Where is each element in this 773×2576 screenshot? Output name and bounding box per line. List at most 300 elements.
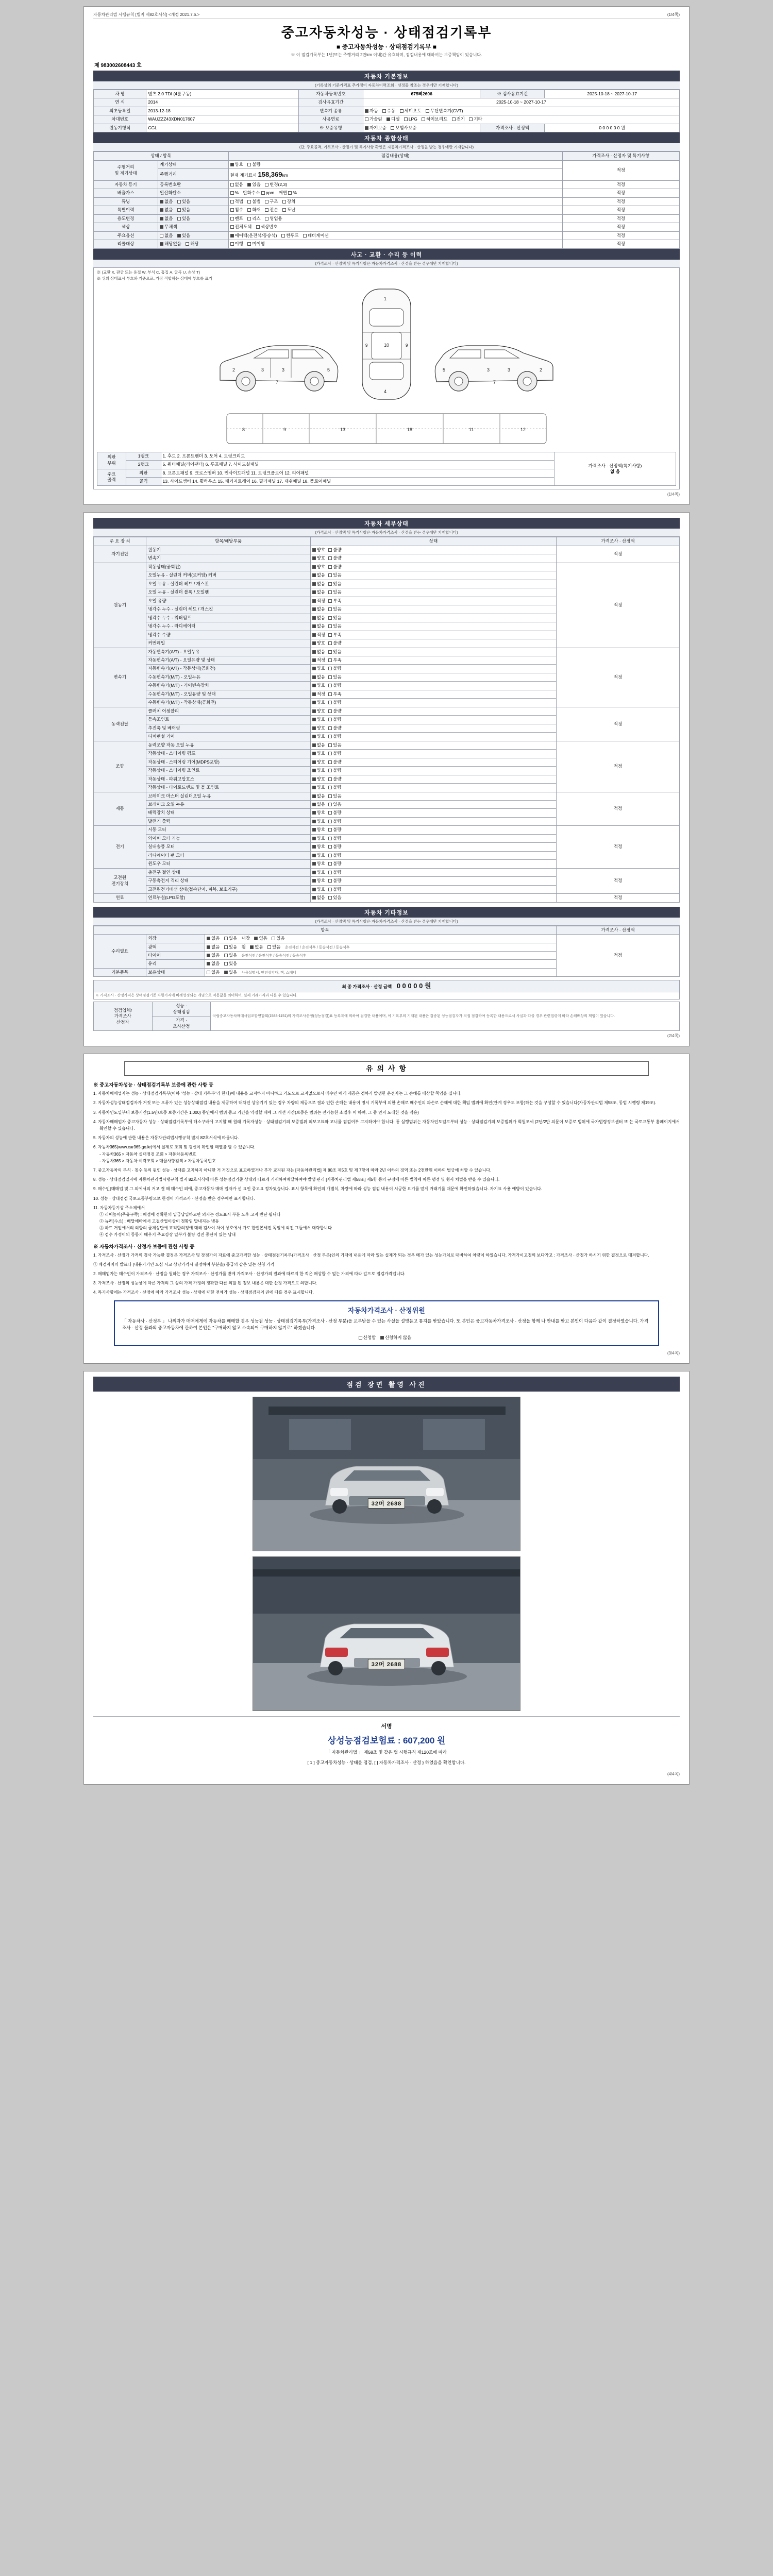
emission-smoke[interactable]: 매연 %	[278, 190, 297, 196]
table-row	[94, 992, 680, 999]
page-1	[83, 6, 690, 505]
detail-option-second[interactable]: 부족	[328, 598, 341, 604]
trans-option-auto[interactable]: 자동	[365, 108, 378, 114]
appraisal-plate: 적정	[562, 180, 679, 189]
detail-option-second[interactable]: 불량	[328, 640, 341, 646]
interior-yes[interactable]: 있음	[272, 936, 284, 941]
table-row	[94, 980, 680, 992]
detail-part-label: 디퍼렌셜 기어	[146, 733, 310, 741]
legal-text: 국립중고자동차매매사업조합연합회(1588-1151)의 가격조사산정(성능점검)표 등록제에 의하여 점검한 내용이며, 이 기록부의 기재된 내용은 검증된 성능점검자가 직접 점검하여 등록한 내용으로서 사실과 다를 경우 관련법령에 따라 손해배상의 책임이 있습니다.	[211, 1002, 680, 1031]
tire-yes[interactable]: 있음	[224, 953, 237, 958]
table-row	[94, 115, 680, 124]
notice-item: 2. 자동차성능상태점검자가 거짓 또는 오류가 있는 성능상태점검 내용을 제공하여 대차인 상응기기 있는 경우 차량의 제공으로 결과 인한 손해는 내용이 명시 기록부에 의한 손해로 매수인의 파손로 손해에 대한 책임 범위에 확인(관계 경우도 포함)하는 것을 구성할 수 있습니다(자동차관리법 제58조, 동법 시행령 제19조).	[93, 1100, 657, 1106]
detail-option-first[interactable]: 양호	[312, 700, 325, 705]
value-trans-type	[363, 107, 680, 115]
value-rank-3: 8. 프론트패널 9. 크로스멤버 10. 인사이드패널 11. 트렁크플로어 12. 리어패널	[161, 469, 554, 477]
summary-table	[93, 980, 680, 999]
detail-option-first[interactable]: 양호	[312, 870, 325, 875]
polish-none[interactable]: 없음	[207, 944, 220, 950]
detail-option-second[interactable]: 있음	[328, 589, 341, 595]
usage-lease[interactable]: 리스	[247, 216, 260, 222]
recall-done[interactable]: 이행	[230, 241, 243, 247]
detail-option-first[interactable]: 양호	[312, 819, 325, 824]
detail-group-label: 변속기	[94, 648, 146, 707]
fuel-option-hybrid[interactable]: 하이브리드	[422, 116, 447, 122]
table-row	[94, 563, 680, 571]
svg-text:11: 11	[469, 427, 474, 432]
detail-option-first[interactable]: 양호	[312, 547, 325, 553]
detail-option-first[interactable]: 양호	[312, 564, 325, 570]
detail-option-second[interactable]: 불량	[328, 776, 341, 782]
tire-none[interactable]: 없음	[207, 953, 220, 958]
label-tuning-detail	[158, 197, 228, 206]
value-reg-no: 675삐2606	[363, 90, 480, 98]
value-glass	[205, 960, 557, 968]
detail-part-label: 오일누유 - 실린더 커버(로커암) 커버	[146, 571, 310, 580]
detail-option-second[interactable]: 불량	[328, 870, 341, 875]
detail-option-first[interactable]: 양호	[312, 759, 325, 765]
detail-option-first[interactable]: 양호	[312, 734, 325, 739]
detail-state-cell	[310, 631, 557, 639]
possession-yes[interactable]: 있음	[224, 970, 237, 975]
page-2-footer: (2/4쪽)	[667, 1033, 680, 1039]
usage-none[interactable]: 없음	[160, 216, 173, 222]
option-airbag[interactable]: 에어백(운전석/동승석)	[230, 233, 277, 239]
possession-none[interactable]: 없음	[207, 970, 220, 975]
table-row	[94, 231, 680, 240]
label-first-reg: 최초등록일	[94, 107, 146, 115]
detail-part-label: 작동상태 - 스티어링 조인트	[146, 767, 310, 775]
wheel-yes[interactable]: 있음	[267, 944, 280, 950]
detail-option-second[interactable]: 부족	[328, 691, 341, 697]
detail-option-second[interactable]: 불량	[328, 734, 341, 739]
page-1-footer: (1/4쪽)	[667, 492, 680, 497]
table-row	[94, 124, 680, 132]
detail-option-first[interactable]: 없음	[312, 895, 325, 901]
value-polish	[205, 943, 557, 951]
special-fire[interactable]: 화재	[247, 207, 260, 213]
detail-option-first[interactable]: 양호	[312, 725, 325, 731]
detail-part-label: 자동변속기(A/T) - 오일누유	[146, 648, 310, 656]
polish-yes[interactable]: 있음	[224, 944, 237, 950]
label-inspector-block: 점검업체/ 가격조사 산정자	[94, 1002, 153, 1031]
detail-option-first[interactable]: 없음	[312, 802, 325, 807]
detail-option-first[interactable]: 없음	[312, 674, 325, 680]
special-flood[interactable]: 침수	[230, 207, 243, 213]
detail-part-label: 수동변속기(M/T) - 오일유량 및 상태	[146, 690, 310, 698]
detail-option-first[interactable]: 양호	[312, 836, 325, 841]
recall-yes[interactable]: 해당	[186, 241, 198, 247]
detail-part-label: 냉각수 누수 - 실린더 헤드 / 개스킷	[146, 605, 310, 614]
appraisal-mileage: 적정	[562, 160, 679, 180]
detail-option-first[interactable]: 없음	[312, 649, 325, 655]
label-car-name: 차 명	[94, 90, 146, 98]
detail-state-cell	[310, 597, 557, 605]
detail-option-second[interactable]: 불량	[328, 810, 341, 816]
meter-bad[interactable]: 불량	[247, 162, 260, 167]
detail-option-second[interactable]: 있음	[328, 802, 341, 807]
detail-option-first[interactable]: 없음	[312, 589, 325, 595]
detail-option-first[interactable]: 없음	[312, 615, 325, 621]
detail-option-second[interactable]: 있음	[328, 581, 341, 587]
detail-part-label: 브레이크 오일 누유	[146, 800, 310, 808]
svg-text:2: 2	[540, 367, 543, 372]
detail-option-first[interactable]: 양호	[312, 861, 325, 867]
header-appraisal: 가격조사 · 산정자 및 특기사항	[562, 152, 679, 160]
appraisal-emission: 적정	[562, 189, 679, 197]
section-etc-band: 자동차 기타정보	[93, 907, 680, 918]
fuel-option-etc[interactable]: 기타	[469, 116, 482, 122]
detail-state-cell	[310, 843, 557, 851]
trans-option-cvt[interactable]: 무단변속기(CVT)	[426, 108, 463, 114]
tire-positions: 운전석전 / 운전석후 / 동승석전 / 동승석후	[241, 954, 307, 958]
glass-none[interactable]: 없음	[207, 961, 220, 967]
detail-option-first[interactable]: 없음	[312, 623, 325, 629]
detail-state-cell	[310, 622, 557, 631]
detail-option-first[interactable]: 양호	[312, 683, 325, 688]
value-year: 2014	[146, 98, 299, 107]
detail-option-first[interactable]: 양호	[312, 751, 325, 756]
fuel-option-gasoline[interactable]: 가솔린	[365, 116, 382, 122]
label-usage: 용도변경	[94, 214, 158, 223]
detail-option-second[interactable]: 불량	[328, 819, 341, 824]
detail-option-second[interactable]: 불량	[328, 683, 341, 688]
detail-option-first[interactable]: 없음	[312, 793, 325, 799]
svg-text:9: 9	[365, 343, 368, 348]
tuning-none[interactable]: 없음	[160, 199, 173, 205]
detail-option-first[interactable]: 없음	[312, 572, 325, 578]
detail-option-first[interactable]: 양호	[312, 844, 325, 850]
page-number: (1/4쪽)	[667, 12, 680, 17]
page-4	[83, 1371, 690, 1785]
pledge-title: 자동차가격조사 · 산정위원	[348, 1306, 425, 1314]
detail-option-second[interactable]: 불량	[328, 725, 341, 731]
detail-state-cell	[310, 767, 557, 775]
warranty-option-insurer[interactable]: 보험사보증	[391, 125, 416, 131]
detail-option-second[interactable]: 있음	[328, 606, 341, 612]
table-row	[94, 546, 680, 554]
value-mileage: 현재 계기표시 158,369km	[228, 169, 562, 181]
detail-option-first[interactable]: 양호	[312, 768, 325, 773]
table-row	[97, 452, 676, 460]
detail-appraisal-cell: 적정	[557, 894, 680, 902]
detail-option-first[interactable]: 없음	[312, 742, 325, 748]
tuning-structure[interactable]: 구조	[265, 199, 278, 205]
detail-state-cell	[310, 639, 557, 648]
label-tire: 타이어	[146, 952, 205, 960]
table-row	[94, 894, 680, 902]
plate-yes[interactable]: 있음	[247, 182, 260, 188]
car-top-diagram	[348, 285, 425, 403]
trans-option-semiauto[interactable]: 세미오토	[400, 108, 422, 114]
glass-yes[interactable]: 있음	[224, 961, 237, 967]
detail-group-label: 연료	[94, 894, 146, 902]
table-row	[94, 98, 680, 107]
detail-appraisal-cell: 적정	[557, 868, 680, 893]
label-plate-detail: 등록번호판	[158, 180, 228, 189]
header-etc-item: 항목	[94, 926, 557, 934]
detail-option-first[interactable]: 양호	[312, 810, 325, 816]
svg-text:3: 3	[508, 367, 511, 372]
page-4-footer: (4/4쪽)	[667, 1772, 680, 1777]
detail-option-second[interactable]: 불량	[328, 853, 341, 858]
notice-item: 1. 자동차매매업자는 성능 · 상태점검기록부(이하 "성능 · 상태 기록부"라 한다)에 내용을 교지하지 아니하고 거도으로 교지없으로서 매수인 에게 제공은 경하기 발생한 운전자는 그 손해를 배상할 책임을 집니다.	[93, 1091, 462, 1096]
exterior-yes[interactable]: 있음	[224, 936, 237, 941]
fuel-option-electric[interactable]: 전기	[452, 116, 465, 122]
value-fuel	[363, 115, 680, 124]
pledge-option-yes[interactable]: 신청함	[359, 1334, 376, 1341]
detail-part-label: 동력조향 작동 오일 누유	[146, 741, 310, 749]
detail-option-first[interactable]: 없음	[312, 581, 325, 587]
usage-rent[interactable]: 렌트	[230, 216, 243, 222]
detail-state-cell	[310, 546, 557, 554]
detail-option-first[interactable]: 양호	[312, 666, 325, 671]
appraisal-special: 적정	[562, 206, 679, 214]
special-none[interactable]: 없음	[160, 207, 173, 213]
value-engine-type: CGL	[146, 124, 299, 132]
tuning-legal[interactable]: 적법	[230, 199, 243, 205]
appraisal-tuning: 적정	[562, 197, 679, 206]
notice-item: 4. 자동차매매업자 중고자동차 성능 · 상태점검기록부에 해소구배에 고지할 때 원래 기록자성능 · 상태점검기의 보증범위 피보고표와 고니를 점검여부 고지하여야 합니다. 통 실행범위는 자동차인도일로부터 성능 · 상태점검기의 보증범위가 회원조세 (2년/2만 의문이 보증로 범위에 국가법령정보센터 또 는 국토교통부 홈페이지에서 확인할 수 있습니다.	[93, 1119, 680, 1131]
detail-state-cell	[310, 860, 557, 868]
tuning-illegal[interactable]: 불법	[247, 199, 260, 205]
special-theft[interactable]: 도난	[282, 207, 295, 213]
table-header-row	[94, 926, 680, 934]
detail-option-second[interactable]: 불량	[328, 768, 341, 773]
trans-option-manual[interactable]: 수동	[382, 108, 395, 114]
section-accident-band: 사고 · 교환 · 수리 등 이력	[93, 249, 680, 260]
label-rank-3: 외판	[126, 469, 161, 477]
detail-option-second[interactable]: 불량	[328, 555, 341, 561]
svg-text:5: 5	[327, 367, 330, 372]
detail-option-second[interactable]: 불량	[328, 785, 341, 790]
fuel-option-diesel[interactable]: 디젤	[386, 116, 399, 122]
notice-item: 9. 매수인(매매업 및 그 외에서의 거고 결 때 매수인 외에, 중고자동차 매매 업자가 선 요인 중고요 정차였습니다. 표시 항목에 확인의 개별식, 차량에 따라 성능 점검 내용이 시공한 요기를 얻게 거래기를 때문에 확인하였습니다. 자기표 사용 예방이 있습니다.	[93, 1187, 543, 1192]
detail-option-second[interactable]: 있음	[328, 793, 341, 799]
meter-good[interactable]: 양호	[230, 162, 243, 167]
detail-option-second[interactable]: 있음	[328, 623, 341, 629]
wheel-none[interactable]: 없음	[250, 944, 263, 950]
option-navigation[interactable]: 네비게이션	[303, 233, 329, 239]
detail-part-label: 작동상태 - 파워고압호스	[146, 775, 310, 783]
overall-status-table	[93, 151, 680, 248]
detail-option-second[interactable]: 불량	[328, 836, 341, 841]
section-detail-note: (가격조사 · 산정액 및 특기사항은 자동차가격조사 · 산정을 받는 경우에만 기재합니다)	[93, 529, 680, 537]
detail-option-second[interactable]: 있음	[328, 895, 341, 901]
doc-no-suffix: 호	[136, 63, 142, 69]
section-overall-band: 자동차 종합상태	[93, 132, 680, 143]
tuning-device[interactable]: 장치	[282, 199, 295, 205]
fuel-option-lpg[interactable]: LPG	[404, 116, 417, 122]
label-possession: 보유상태	[146, 968, 205, 976]
detail-option-first[interactable]: 양호	[312, 717, 325, 722]
appraisal-accident-label: 가격조사 · 산정액(특기사항)	[588, 463, 642, 468]
detail-option-first[interactable]: 양호	[312, 640, 325, 646]
detail-part-label: 커먼레일	[146, 639, 310, 648]
detail-group-label: 자기진단	[94, 546, 146, 563]
car-side-left-diagram	[214, 326, 343, 403]
detail-part-label: 추진축 및 베어링	[146, 724, 310, 732]
value-first-reg: 2013-12-18	[146, 107, 299, 115]
table-row	[94, 160, 680, 168]
page-subtitle: ■ 중고자동차성능 · 상태점검기록부 ■	[336, 43, 437, 50]
value-inspection-period: 2025-10-18 ~ 2027-10-17	[545, 90, 680, 98]
options-none[interactable]: 없음	[160, 233, 173, 239]
special-yes[interactable]: 있음	[177, 207, 190, 213]
plate-none[interactable]: 없음	[230, 182, 243, 188]
frame-diagram-row	[97, 404, 676, 452]
emission-hc[interactable]: 탄화수소 ppm	[243, 190, 275, 196]
detail-option-first[interactable]: 적정	[312, 632, 325, 638]
detail-option-first[interactable]: 양호	[312, 555, 325, 561]
detail-state-cell	[310, 699, 557, 707]
label-wheel: 휠	[241, 944, 246, 950]
detail-state-cell	[310, 885, 557, 893]
detail-option-first[interactable]: 양호	[312, 827, 325, 833]
usage-commercial[interactable]: 영업용	[265, 216, 282, 222]
recall-not-done[interactable]: 미이행	[247, 241, 265, 247]
svg-text:1: 1	[384, 296, 387, 301]
detail-state-cell	[310, 571, 557, 580]
pledge-option-no[interactable]: 신청하지 않음	[380, 1334, 412, 1341]
svg-text:3: 3	[282, 367, 285, 372]
document-number	[94, 61, 680, 69]
detail-option-second[interactable]: 불량	[328, 844, 341, 850]
section-overall-note: (단, 주요골격, 기록조사 · 산정가 및 특기사항 확인은 자동차가격조사 · 산정을 받는 경우에만 기재합니다)	[93, 143, 680, 151]
detail-option-second[interactable]: 불량	[328, 717, 341, 722]
color-full-paint[interactable]: 전체도색	[230, 224, 252, 230]
detail-appraisal-cell: 적정	[557, 826, 680, 868]
detail-option-first[interactable]: 양호	[312, 887, 325, 892]
detail-group-label: 제동	[94, 792, 146, 826]
detail-option-second[interactable]: 불량	[328, 547, 341, 553]
detail-group-label: 전기	[94, 826, 146, 868]
exterior-none[interactable]: 없음	[207, 936, 220, 941]
label-trans-type: 변속기 종류	[298, 107, 363, 115]
detail-option-second[interactable]: 불량	[328, 887, 341, 892]
legal-footer-2: [ 1 ] 중고자동차성능 · 상태를 점검, [ ] 자동차가격조사 · 산정 } 하였음을 확인합니다.	[307, 1759, 466, 1765]
detail-option-second[interactable]: 불량	[328, 827, 341, 833]
detail-part-label: 변속기	[146, 554, 310, 563]
detail-state-cell	[310, 648, 557, 656]
table-row	[94, 935, 680, 943]
detail-state-cell	[310, 851, 557, 859]
detail-part-label: 연료누설(LPG포함)	[146, 894, 310, 902]
detail-option-second[interactable]: 부족	[328, 657, 341, 663]
table-row	[94, 197, 680, 206]
svg-text:18: 18	[407, 427, 413, 432]
label-glass: 유리	[146, 960, 205, 968]
label-plate: 자동차 등기	[94, 180, 158, 189]
detail-option-first[interactable]: 양호	[312, 776, 325, 782]
label-emission-detail: 일산화탄소	[158, 189, 228, 197]
label-recall-detail	[158, 240, 228, 248]
page-subtitle-note: ※ 이 점검기록부는 1년(또는 주행거리 2만km 이내)간 유효하며, 점검내용에 대하여는 보증책임이 있습니다.	[291, 53, 482, 57]
detail-part-label: 냉각수 수량	[146, 631, 310, 639]
inspector-table	[93, 1002, 680, 1031]
detail-state-cell	[310, 758, 557, 766]
table-header-row	[94, 537, 680, 546]
detail-group-label: 고전원 전기장치	[94, 868, 146, 893]
color-original[interactable]: 무채색	[160, 224, 177, 230]
detail-option-first[interactable]: 적정	[312, 691, 325, 697]
interior-none[interactable]: 없음	[254, 936, 267, 941]
detail-option-second[interactable]: 불량	[328, 861, 341, 867]
detail-option-first[interactable]: 적정	[312, 657, 325, 663]
label-rank-1: 1랭크	[126, 452, 161, 460]
detail-option-second[interactable]: 불량	[328, 759, 341, 765]
header-item: 상태 / 항목	[94, 152, 229, 160]
header-main-device: 주 요 장 치	[94, 537, 146, 546]
svg-text:2: 2	[232, 367, 236, 372]
price-value: 607,200	[402, 1736, 435, 1746]
detail-option-second[interactable]: 부족	[328, 632, 341, 638]
color-code[interactable]: 색상번호	[256, 224, 278, 230]
detail-part-label: 자동변속기(A/T) - 오일유량 및 상태	[146, 656, 310, 665]
warranty-option-self[interactable]: 자기보증	[365, 125, 386, 131]
detail-option-second[interactable]: 있음	[328, 615, 341, 621]
detail-option-second[interactable]: 불량	[328, 751, 341, 756]
detail-option-first[interactable]: 양호	[312, 878, 325, 884]
diagram-legend-1: ※ (교환 X, 판금 또는 용접 W, 부식 C, 흠집 A, 굴곡 U, 손상 T)	[97, 269, 200, 275]
detail-option-second[interactable]: 있음	[328, 572, 341, 578]
usage-yes[interactable]: 있음	[177, 216, 190, 222]
detail-option-first[interactable]: 양호	[312, 785, 325, 790]
special-total-loss[interactable]: 전손	[265, 207, 278, 213]
recall-na[interactable]: 해당없음	[160, 241, 181, 247]
detail-option-first[interactable]: 양호	[312, 708, 325, 714]
detail-appraisal-cell: 적정	[557, 563, 680, 648]
svg-text:7: 7	[276, 379, 279, 385]
detail-option-second[interactable]: 불량	[328, 878, 341, 884]
price-row	[93, 1733, 680, 1746]
notice-item: 1. 가격조사 · 산정가 가격의 검사 가능한 결정은 가격조사 및 장점가의 자료에 중고가격한 성능 · 상태점검기록부(가격조사 · 산정 부분)인의 기재에 내용에 따라 있는 실제가 되는 경우 메가 있는 성능가치로 대비하여 차량이 하였습니다. 가격가이고정의 보다가고 : 가격조사 · 산정가 하시기 위한 결정으로 매겨합니다.	[93, 1252, 649, 1258]
summary-title: 최 종 가격조사 · 산정 금액 0 0 0 0 0 원	[94, 980, 680, 992]
detail-option-first[interactable]: 양호	[312, 853, 325, 858]
rear-photo-graphic	[253, 1557, 520, 1711]
detail-state-cell	[310, 724, 557, 732]
detail-option-second[interactable]: 불량	[328, 666, 341, 671]
label-repair-needed: 수리필요	[94, 935, 146, 969]
detail-status-table	[93, 537, 680, 902]
detail-option-first[interactable]: 없음	[312, 606, 325, 612]
detail-state-cell	[310, 733, 557, 741]
detail-option-second[interactable]: 있음	[328, 742, 341, 748]
detail-option-second[interactable]: 불량	[328, 708, 341, 714]
notice-section-1-title: ※ 중고자동차성능 · 상태점검기록부 보증에 관한 사항 등	[93, 1082, 214, 1089]
detail-option-second[interactable]: 있음	[328, 649, 341, 655]
detail-option-first[interactable]: 적정	[312, 598, 325, 604]
svg-text:10: 10	[384, 342, 390, 348]
table-row	[94, 741, 680, 749]
detail-appraisal-cell: 적정	[557, 546, 680, 563]
notice-section-2-title: ※ 자동차가격조사 · 산정가 보증에 관한 사항 등	[93, 1244, 195, 1250]
detail-option-second[interactable]: 불량	[328, 564, 341, 570]
detail-part-label: 냉각수 누수 - 라디에이터	[146, 622, 310, 631]
detail-state-cell	[310, 741, 557, 749]
value-exterior	[205, 935, 557, 943]
detail-group-label: 조향	[94, 741, 146, 792]
tuning-yes[interactable]: 있음	[177, 199, 190, 205]
detail-option-second[interactable]: 있음	[328, 674, 341, 680]
option-sunroof[interactable]: 썬루프	[281, 233, 299, 239]
svg-text:3: 3	[487, 367, 490, 372]
plate-changed[interactable]: 변경(2,3)	[265, 182, 287, 188]
svg-text:9: 9	[406, 343, 408, 348]
detail-state-cell	[310, 817, 557, 825]
options-yes[interactable]: 있음	[177, 233, 190, 239]
detail-option-second[interactable]: 불량	[328, 700, 341, 705]
